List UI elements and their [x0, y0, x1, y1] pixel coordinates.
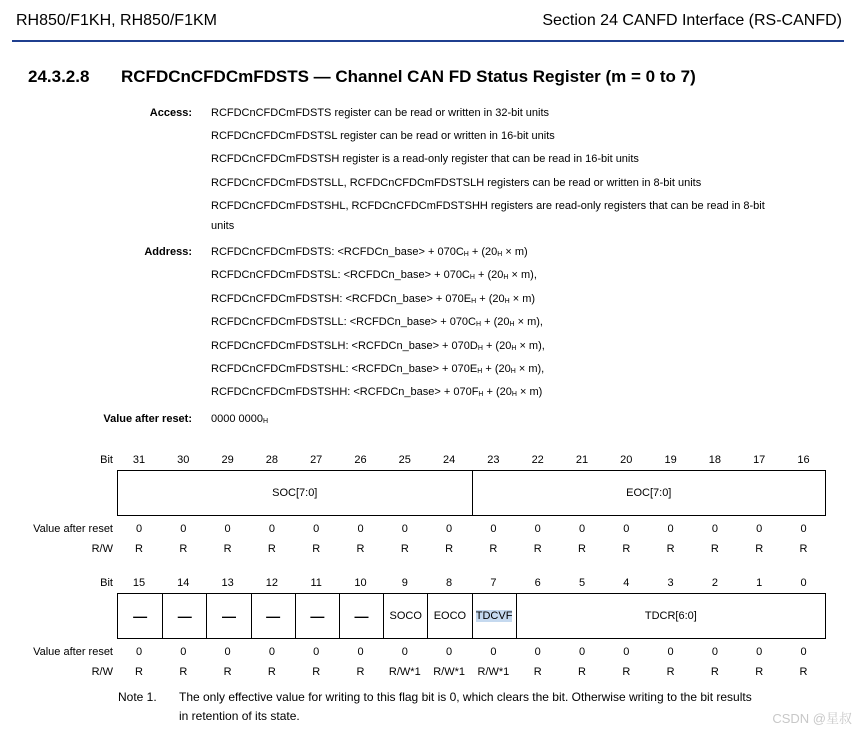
- bit-rw: R: [799, 666, 808, 678]
- address-segment: RCFDCnCFDCmFDSTSLH: <RCFDCn_base> + 070D: [211, 339, 478, 352]
- address-segment: H: [504, 297, 510, 305]
- bit-rw: R: [135, 543, 143, 555]
- bit-reset-value: 0: [534, 523, 541, 535]
- address-line: [211, 293, 535, 305]
- bit-number: 25: [398, 454, 411, 466]
- bit-rw: R: [578, 543, 586, 555]
- bit-rw: R: [223, 543, 232, 555]
- address-segment: + (20: [482, 339, 512, 352]
- field-label: —: [310, 608, 325, 624]
- address-segment: × m): [509, 292, 536, 305]
- bit-rw: R: [489, 543, 498, 555]
- bit-number: 1: [756, 577, 763, 589]
- address-line: [211, 386, 542, 398]
- register-field: [339, 594, 383, 638]
- address-segment: RCFDCnCFDCmFDSTS: <RCFDCn_base> + 070C: [211, 246, 464, 258]
- bit-number: 15: [132, 577, 146, 589]
- bit-reset-value: 0: [490, 646, 497, 658]
- bit-number: 31: [132, 454, 146, 466]
- access-line: RCFDCnCFDCmFDSTSLL, RCFDCnCFDCmFDSTSLH registers can be read or written in 8-bit units: [211, 177, 702, 189]
- bit-reset-value: 0: [135, 646, 143, 658]
- address-segment: H: [471, 297, 477, 305]
- bit-number: 19: [664, 454, 677, 466]
- rw-row-label: R/W: [91, 666, 113, 678]
- section-number: 24.3.2.8: [28, 67, 90, 86]
- address-segment: H: [463, 251, 469, 258]
- access-line: RCFDCnCFDCmFDSTSH register is a read-only register that can be read in 16-bit units: [211, 153, 639, 165]
- bit-rw: R: [312, 543, 321, 555]
- address-line: [211, 316, 543, 328]
- bit-rw: R: [312, 666, 321, 678]
- bit-rw: R: [799, 543, 808, 555]
- address-line: [211, 246, 528, 258]
- bit-rw: R: [400, 543, 409, 555]
- bit-number: 13: [221, 577, 234, 589]
- bit-rw: R: [622, 666, 631, 678]
- bit-number: 12: [265, 577, 279, 589]
- address-segment: H: [511, 344, 517, 352]
- bit-rw: R/W*1: [388, 666, 421, 678]
- register-fields-lower: [117, 593, 826, 639]
- bit-rw: R/W*1: [433, 666, 465, 678]
- bit-number: 11: [310, 577, 322, 589]
- address-segment: RCFDCnCFDCmFDSTSH: <RCFDCn_base> + 070E: [211, 292, 472, 305]
- bit-reset-value: 0: [268, 523, 275, 535]
- address-segment: × m): [516, 386, 543, 399]
- field-label: TDCR[6:0]: [644, 610, 697, 622]
- bit-reset-value: 0: [357, 523, 364, 535]
- bit-number: 8: [446, 577, 453, 589]
- bit-number: 2: [711, 577, 718, 589]
- address-segment: H: [477, 344, 483, 352]
- field-label: SOCO: [389, 610, 422, 622]
- section-title: RCFDCnCFDCmFDSTS — Channel CAN FD Status Register (m = 0 to 7): [121, 67, 696, 86]
- address-segment: H: [469, 274, 475, 282]
- field-label: SOC[7:0]: [272, 487, 318, 499]
- bit-rw: R: [179, 543, 188, 555]
- note-text-line2: in retention of its state.: [179, 709, 300, 723]
- field-label: —: [266, 608, 281, 624]
- bit-rw: R: [179, 666, 188, 678]
- register-field: [206, 594, 250, 638]
- bit-reset-value: 0: [224, 523, 231, 535]
- bit-reset-value: 0: [135, 523, 143, 535]
- bit-reset-value: 0: [756, 646, 763, 658]
- access-line: RCFDCnCFDCmFDSTS register can be read or written in 32-bit units: [211, 107, 550, 119]
- reset-value: 0000 $0000_H$: [211, 413, 269, 425]
- bit-number: 16: [797, 454, 810, 466]
- address-segment: H: [476, 321, 482, 329]
- address-segment: × m),: [514, 316, 543, 329]
- bit-reset-value: 0: [667, 523, 674, 535]
- bit-reset-value: 0: [357, 646, 364, 658]
- address-segment: × m),: [508, 269, 537, 282]
- access-line: RCFDCnCFDCmFDSTSL register can be read or written in 16-bit units: [211, 130, 555, 142]
- bit-number: 27: [310, 454, 323, 466]
- register-field: [251, 594, 295, 638]
- bit-number: 5: [578, 577, 586, 589]
- bit-rw: R: [710, 543, 719, 555]
- field-label: TDCVF: [475, 610, 513, 622]
- bit-number: 23: [487, 454, 500, 466]
- bit-number: 3: [667, 577, 674, 589]
- address-segment: H: [497, 251, 503, 258]
- field-label: —: [221, 608, 236, 624]
- bit-rw: R: [710, 666, 719, 678]
- address-segment: + (20: [468, 246, 498, 258]
- bit-label: Bit: [100, 454, 113, 466]
- header-divider: [12, 40, 844, 42]
- address-segment: RCFDCnCFDCmFDSTSHL: <RCFDCn_base> + 070E: [211, 363, 478, 375]
- bit-rw: R: [755, 543, 764, 555]
- bit-rw: R: [267, 543, 276, 555]
- bit-reset-value: 0: [224, 646, 231, 658]
- bit-number: 10: [354, 577, 367, 589]
- watermark: CSDN @星叔: [772, 711, 852, 726]
- bit-reset-value: 0: [180, 523, 187, 535]
- bit-reset-value: 0: [446, 646, 453, 658]
- field-label: —: [177, 608, 192, 624]
- field-label: —: [354, 608, 369, 624]
- register-field: [472, 594, 516, 638]
- reset-row-label: Value after reset: [33, 646, 113, 658]
- bit-reset-value: 0: [800, 523, 807, 535]
- bit-number: 28: [265, 454, 279, 466]
- bit-reset-value: 0: [268, 646, 275, 658]
- bit-number: 9: [401, 577, 408, 589]
- bit-rw: R: [356, 666, 365, 678]
- address-segment: × m): [502, 246, 528, 258]
- bit-reset-value: 0: [578, 646, 586, 658]
- bit-reset-value: 0: [446, 523, 453, 535]
- bit-number: 30: [177, 454, 190, 466]
- address-segment: H: [510, 368, 516, 375]
- address-segment: + (20: [476, 292, 505, 305]
- bit-reset-value: 0: [667, 646, 674, 658]
- bit-reset-value: 0: [401, 646, 408, 658]
- access-line: units: [211, 220, 235, 232]
- bit-rw: R: [356, 543, 365, 555]
- bit-rw: R: [666, 666, 675, 678]
- bit-number: 17: [753, 454, 766, 466]
- bit-number: 20: [620, 454, 633, 466]
- register-field: [516, 594, 825, 638]
- bit-number: 22: [531, 454, 544, 466]
- bit-number: 0: [800, 577, 807, 589]
- bit-rw: R: [622, 543, 631, 555]
- bit-reset-value: 0: [711, 523, 718, 535]
- bit-number: 24: [442, 454, 456, 466]
- bit-reset-value: 0: [313, 646, 320, 658]
- rw-row-label: R/W: [91, 543, 113, 555]
- register-field: [118, 594, 162, 638]
- address-line: [211, 269, 537, 281]
- bit-reset-value: 0: [313, 523, 320, 535]
- bit-reset-value: 0: [756, 523, 763, 535]
- bit-number: 7: [490, 577, 497, 589]
- bit-rw: R: [755, 666, 764, 678]
- bit-reset-value: 0: [534, 646, 541, 658]
- bit-label: Bit: [100, 577, 113, 589]
- bit-reset-value: 0: [623, 646, 630, 658]
- note-text-line1: The only effective value for writing to this flag bit is 0, which clears the bit. Otherwise writing to the bit results: [179, 690, 752, 704]
- note-label: Note 1.: [118, 690, 157, 704]
- address-label: Address:: [144, 246, 192, 258]
- register-field: [383, 594, 427, 638]
- register-field: [162, 594, 206, 638]
- bit-rw: R: [533, 543, 542, 555]
- address-segment: + (20: [474, 269, 504, 282]
- access-line: RCFDCnCFDCmFDSTSHL, RCFDCnCFDCmFDSTSHH registers are read-only registers that can be read in 8-bit: [211, 200, 765, 212]
- bit-number: 18: [708, 454, 722, 466]
- bit-number: 4: [623, 577, 630, 589]
- address-segment: H: [509, 321, 515, 329]
- address-segment: × m),: [516, 339, 545, 352]
- bit-reset-value: 0: [711, 646, 718, 658]
- address-segment: RCFDCnCFDCmFDSTSHH: <RCFDCn_base> + 070F: [211, 386, 479, 399]
- address-segment: H: [503, 274, 509, 282]
- address-segment: + (20: [482, 363, 511, 375]
- header-doc-title: RH850/F1KH, RH850/F1KM: [16, 12, 217, 29]
- bit-rw: R: [135, 666, 143, 678]
- address-segment: × m),: [515, 363, 545, 375]
- bit-rw: R: [267, 666, 276, 678]
- bit-reset-value: 0: [401, 523, 408, 535]
- register-field: [295, 594, 339, 638]
- register-field: [427, 594, 471, 638]
- address-segment: RCFDCnCFDCmFDSTSLL: <RCFDCn_base> + 070C: [211, 316, 476, 329]
- bit-rw: R: [533, 666, 542, 678]
- bit-rw: R: [666, 543, 675, 555]
- reset-label: Value after reset:: [103, 413, 192, 425]
- field-label: EOC[7:0]: [626, 487, 672, 499]
- register-fields-upper: [117, 470, 826, 516]
- bit-reset-value: 0: [578, 523, 586, 535]
- bit-rw: R/W*1: [477, 666, 510, 678]
- bit-number: 26: [354, 454, 367, 466]
- address-segment: H: [511, 391, 517, 399]
- bit-reset-value: 0: [180, 646, 187, 658]
- bit-rw: R: [578, 666, 586, 678]
- bit-rw: R: [223, 666, 232, 678]
- address-segment: + (20: [483, 386, 512, 399]
- bit-rw: R: [445, 543, 454, 555]
- address-segment: H: [478, 391, 484, 399]
- header-section-title: Section 24 CANFD Interface (RS-CANFD): [542, 12, 842, 29]
- bit-number: 29: [221, 454, 234, 466]
- field-label: —: [133, 608, 148, 624]
- bit-number: 21: [575, 454, 589, 466]
- address-line: [211, 340, 545, 352]
- address-segment: RCFDCnCFDCmFDSTSL: <RCFDCn_base> + 070C: [211, 269, 470, 282]
- bit-reset-value: 0: [623, 523, 630, 535]
- bit-number: 14: [177, 577, 190, 589]
- register-field: [472, 471, 826, 515]
- reset-row-label: Value after reset: [33, 523, 113, 535]
- bit-reset-value: 0: [490, 523, 497, 535]
- address-segment: H: [477, 368, 483, 375]
- bit-reset-value: 0: [800, 646, 807, 658]
- register-field: [118, 471, 472, 515]
- field-label: EOCO: [433, 610, 467, 622]
- bit-number: 6: [534, 577, 541, 589]
- address-segment: + (20: [481, 316, 510, 329]
- access-label: Access:: [149, 107, 192, 119]
- address-line: [211, 363, 544, 375]
